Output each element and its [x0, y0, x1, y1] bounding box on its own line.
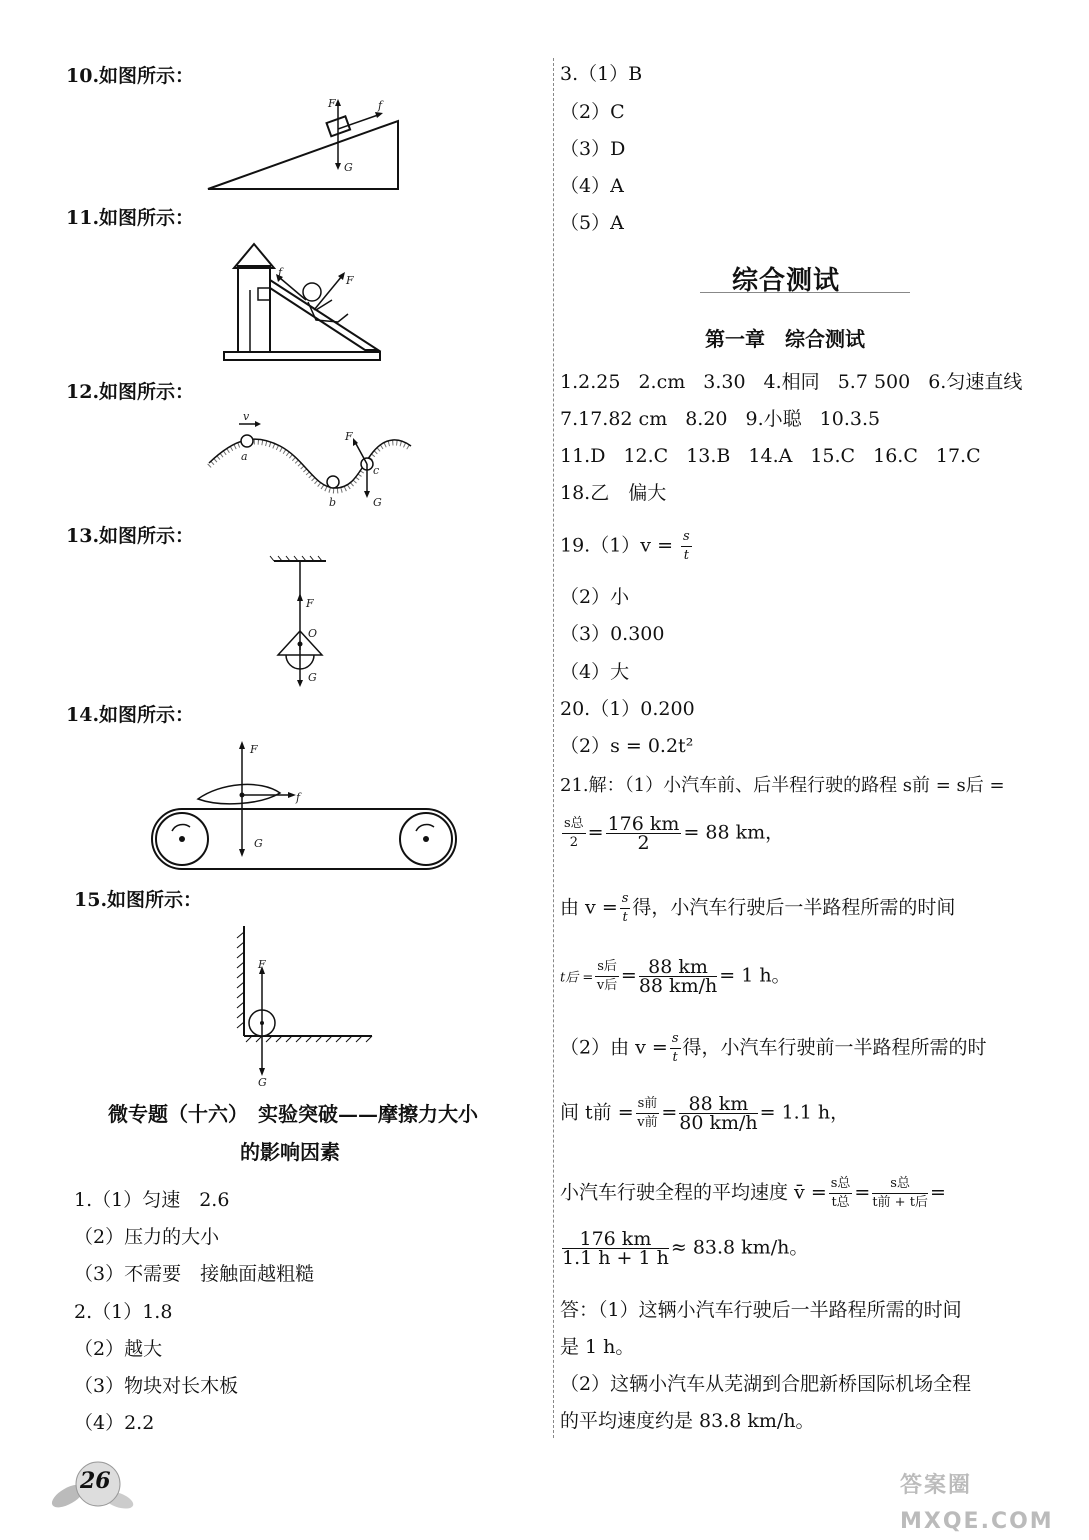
q19-a3: （3）0.300 — [560, 623, 665, 645]
fig12-v: v — [243, 410, 250, 423]
answer-row-4 — [560, 481, 666, 505]
q21-l5-post: 得，小汽车行驶前一半路程所需的时 — [682, 1036, 987, 1059]
q21-l4-tail: = 1 h。 — [719, 964, 791, 987]
q21-l7-num2: s总 — [872, 1175, 928, 1194]
q19-a4: （4）大 — [560, 661, 630, 683]
q21-line7: 小汽车行驶全程的平均速度 v̄ = $\frac{\text{s总}}{\text{t总}}$ = $\frac{\text{s总}}{\text{t前 + t后}}$ = — [560, 1176, 946, 1210]
fig15-G: G — [258, 1076, 267, 1087]
watermark — [900, 1468, 1080, 1534]
exp-answer-3: （3）不需要 接触面越粗糙 — [74, 1263, 315, 1285]
q21-line1: 21.解：（1）小汽车前、后半程行驶的路程 s前 = s后 = — [560, 775, 1005, 796]
page-number: 26 — [80, 1468, 111, 1494]
q21-l2-den2: 2 — [637, 832, 650, 854]
q21-answer-1: 答：（1）这辆小汽车行驶后一半路程所需的时间 — [560, 1299, 962, 1321]
chapter-heading: 第一章 综合测试 — [705, 327, 865, 351]
ans-13: 13.B — [686, 445, 731, 467]
q21-l7-num1: s总 — [829, 1175, 853, 1194]
q21-l8-tail: ≈ 83.8 km/h。 — [670, 1236, 809, 1259]
fig12-F: F — [345, 430, 353, 443]
q21-line2: $\frac{\text{s总}}{2}$ = $\frac{176 km}{2}$ = 88 km， — [564, 813, 785, 854]
q11-label: 11.如图所示： — [66, 207, 195, 229]
r-answer-3-3: （3）D — [560, 138, 626, 160]
exp-answer-4: 2.（1）1.8 — [74, 1301, 173, 1323]
q21-l8-num: 176 km — [562, 1230, 669, 1249]
q20-a1: 20.（1）0.200 — [560, 698, 695, 720]
q21-l3-num: s — [620, 890, 631, 909]
q21-line8 — [560, 1230, 808, 1267]
q10-label: 10.如图所示： — [66, 65, 195, 87]
q21-l6-den2: 80 km/h — [679, 1112, 758, 1134]
q21-line3 — [560, 890, 955, 927]
q21-line5 — [560, 1030, 987, 1067]
q21-l7-den2: t前 + t后 — [872, 1195, 928, 1210]
fig14-f: f — [296, 791, 301, 804]
q21-l5-den: t — [672, 1050, 678, 1065]
fig11-slide-diagram — [220, 240, 385, 365]
fig15-wall-ball-diagram — [232, 922, 377, 1087]
q21-answer-2: 是 1 h。 — [560, 1336, 635, 1358]
r-answer-3-2: （2）C — [560, 101, 625, 123]
q21-l3-post: 得，小汽车行驶后一半路程所需的时间 — [632, 896, 956, 919]
q21-line4: t后 = $\frac{\text{s后}}{\text{v后}}$ = $\frac{88 km}{88 km/h}$ = 1 h。 — [560, 956, 791, 997]
q20-a2: （2）s = 0.2t² — [560, 735, 694, 757]
ans-18: 18.乙 偏大 — [560, 482, 667, 504]
exp-answer-2: （2）压力的大小 — [74, 1226, 220, 1248]
q21-l7-pre: 小汽车行驶全程的平均速度 v̄ = — [560, 1181, 827, 1204]
fig15-F: F — [258, 958, 266, 971]
section-title-line1: 微专题（十六） 实验突破——摩擦力大小 — [108, 1102, 478, 1126]
q21-l5-pre: （2）由 v = — [560, 1036, 668, 1059]
fig13-G: G — [308, 671, 317, 684]
ans-17: 17.C — [935, 445, 981, 467]
main-heading: 综合测试 — [732, 266, 841, 296]
exp-answer-5: （2）越大 — [74, 1338, 163, 1360]
q21-line6: 间 t前 = $\frac{\text{s前}}{\text{v前}}$ = $\frac{88 km}{80 km/h}$ = 1.1 h， — [560, 1093, 850, 1134]
answer-row-1 — [560, 370, 1022, 394]
fig11-f: f — [278, 266, 283, 279]
ans-4: 4.相同 — [763, 371, 820, 393]
fig10-f: f — [378, 99, 383, 112]
ans-15: 15.C — [810, 445, 856, 467]
r-answer-3-5: （5）A — [560, 212, 624, 234]
q21-l4-den1: v后 — [596, 978, 618, 993]
fig11-F: F — [346, 274, 354, 287]
r-answer-3-1: 3.（1）B — [560, 63, 643, 85]
section-title-line2: 的影响因素 — [240, 1140, 340, 1164]
fig12-c: c — [373, 464, 380, 477]
fig14-conveyor-diagram — [150, 735, 465, 875]
fig10-F: F — [328, 97, 336, 110]
fig12-G: G — [373, 496, 382, 509]
fig12-wave-track-diagram — [205, 408, 415, 513]
ans-5: 5.7 500 — [837, 371, 911, 393]
fig13-O: O — [308, 627, 318, 640]
q19-num: s — [681, 528, 692, 547]
q21-l4-num1: s后 — [595, 958, 619, 977]
fig10-incline-diagram — [200, 95, 410, 195]
q21-l6-num1: s前 — [636, 1095, 660, 1114]
fig12-a: a — [241, 450, 248, 463]
q21-l3-pre: 由 v = — [560, 896, 618, 919]
fig10-G: G — [344, 161, 353, 174]
fig14-G: G — [254, 837, 263, 850]
ans-6: 6.匀速直线 — [928, 371, 1023, 393]
ans-14: 14.A — [748, 445, 793, 467]
q21-l7-den1: t总 — [831, 1195, 850, 1210]
page-number-badge — [48, 1448, 138, 1518]
column-divider — [553, 58, 554, 1438]
fig13-F: F — [306, 597, 314, 610]
fig14-F: F — [250, 743, 258, 756]
q21-l2-num1: s总 — [562, 815, 586, 834]
ans-3: 3.30 — [703, 371, 746, 393]
q13-label: 13.如图所示： — [66, 525, 195, 547]
watermark-text: 答案圈 MXQE.COM — [900, 1473, 1054, 1534]
q21-l6-tail: = 1.1 h， — [759, 1101, 850, 1124]
q15-label: 15.如图所示： — [74, 889, 203, 911]
exp-answer-1: 1.（1）匀速 2.6 — [74, 1189, 230, 1211]
q21-answer-4: 的平均速度约是 83.8 km/h。 — [560, 1410, 815, 1432]
ans-1: 1.2.25 — [560, 371, 621, 393]
answer-row-3 — [560, 444, 981, 468]
ans-10: 10.3.5 — [819, 408, 881, 430]
q12-label: 12.如图所示： — [66, 381, 195, 403]
main-heading-box — [700, 258, 910, 298]
q21-l6-den1: v前 — [637, 1115, 658, 1130]
exp-answer-7: （4）2.2 — [74, 1412, 155, 1434]
ans-16: 16.C — [873, 445, 918, 467]
q19-den: t — [683, 548, 689, 563]
q21-l6-num2: 88 km — [679, 1095, 757, 1114]
ans-9: 9.小聪 — [745, 408, 802, 430]
q21-answer-3: （2）这辆小汽车从芜湖到合肥新桥国际机场全程 — [560, 1373, 972, 1395]
ans-12: 12.C — [623, 445, 669, 467]
q19-prefix: 19.（1）v = — [560, 534, 673, 557]
q14-label: 14.如图所示： — [66, 704, 195, 726]
ans-11: 11.D — [560, 445, 606, 467]
q21-l2-den1: 2 — [569, 835, 578, 850]
q19-formula — [560, 528, 694, 565]
r-answer-3-4: （4）A — [560, 175, 624, 197]
exp-answer-6: （3）物块对长木板 — [74, 1375, 239, 1397]
q21-l4-pre: t后 = — [560, 970, 594, 986]
q21-l2-tail: = 88 km， — [683, 821, 785, 844]
fig12-b: b — [329, 496, 337, 509]
ans-7: 7.17.82 cm — [560, 408, 668, 430]
q21-l4-den2: 88 km/h — [638, 975, 718, 997]
fig13-pendulum-diagram — [268, 555, 338, 690]
ans-2: 2.cm — [638, 371, 686, 393]
q21-l4-num2: 88 km — [639, 958, 717, 977]
answer-row-2 — [560, 407, 880, 431]
q21-l6-pre: 间 t前 = — [560, 1101, 634, 1124]
q19-a2: （2）小 — [560, 586, 630, 608]
ans-8: 8.20 — [685, 408, 728, 430]
q21-l8-den: 1.1 h + 1 h — [562, 1247, 669, 1269]
q21-l5-num: s — [670, 1030, 681, 1049]
q21-l2-num2: 176 km — [607, 813, 680, 835]
q21-l3-den: t — [622, 910, 628, 925]
